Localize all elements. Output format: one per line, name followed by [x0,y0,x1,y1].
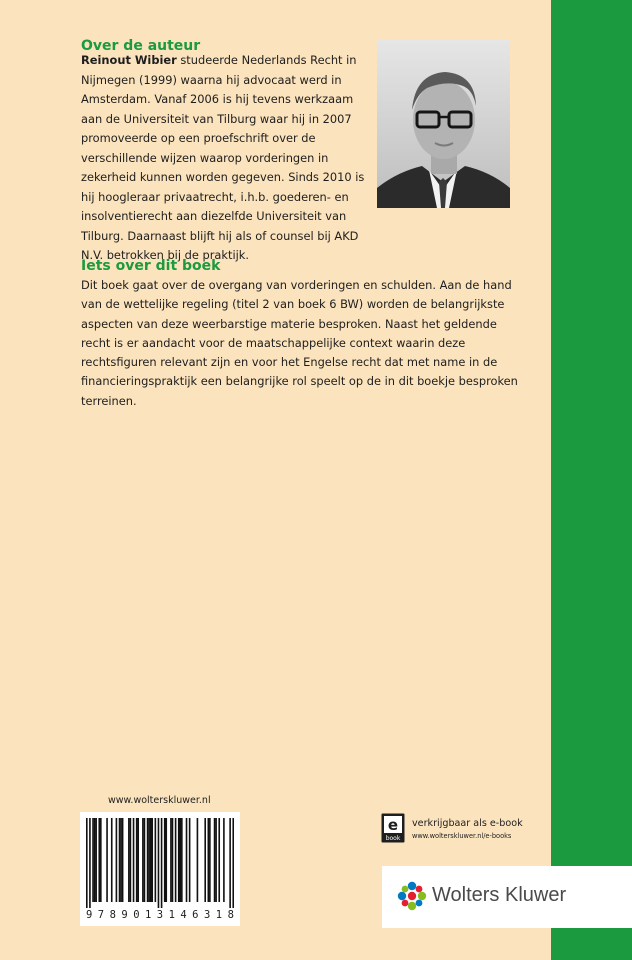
ebook-icon-sub: book [385,835,401,842]
isbn-digit: 3 [156,909,164,921]
barcode-bar [208,818,210,902]
isbn-digit: 9 [121,909,128,921]
barcode-bar [137,818,139,902]
barcode-bar [223,818,225,902]
author-bio [81,51,371,266]
barcode-bar [92,818,94,902]
barcode-bar [175,818,177,902]
barcode-bar [142,818,144,902]
barcode-bar [86,818,88,908]
isbn-digit: 8 [227,909,234,921]
barcode-bar [186,818,188,902]
author-bio-text: studeerde Nederlands Recht in Nijmegen (1999) waarna hij advocaat werd in Amsterdam. Vanaf 2006 is hij tevens werkzaam aan de Universiteit van Tilburg waar hij in 2007 promoveerde op een proefschrift over de verschillende wijzen waarop vorderingen in zekerheid kunnen worden gegeven. Sinds 2010 is hij hoogleraar privaatrecht, i.h.b. goederen- en insolventierecht aan diezelfde Universiteit van Tilburg. Daarnaast blijft hij als of counsel bij AKD N.V. betrokken bij de praktijk. [81,53,365,262]
barcode-bar [178,818,180,902]
barcode-bar [172,818,174,902]
barcode-bar [98,818,100,902]
isbn-digit: 8 [109,909,116,921]
barcode-bar [189,818,191,902]
author-heading: Over de auteur [81,38,201,54]
website-url: www.wolterskluwer.nl [108,795,211,806]
isbn-digit: 1 [144,909,152,921]
ebook-badge [381,813,551,845]
barcode-bar [148,818,150,902]
barcode-bar [111,818,113,902]
barcode-bar [94,818,96,902]
barcode-bar [106,818,108,902]
barcode-bar [158,818,160,908]
barcode-bar [161,818,163,908]
book-heading: Iets over dit boek [81,258,221,274]
author-photo [377,40,510,208]
barcode-bar [215,818,217,902]
barcode-bar [155,818,157,902]
barcode-bars [86,818,234,908]
barcode-bar [89,818,91,908]
publisher-name: Wolters Kluwer [432,884,567,906]
isbn-number [80,909,240,921]
wolters-kluwer-logo-icon [396,880,428,916]
ebook-url: www.wolterskluwer.nl/e-books [412,832,512,840]
isbn-digit: 1 [215,909,223,921]
barcode-bar [100,818,102,902]
barcode-bar [128,818,130,902]
isbn-digit: 6 [192,909,199,921]
barcode-bar [136,818,138,902]
barcode-bar [229,818,231,908]
ebook-label: verkrijgbaar als e-book [412,818,523,829]
barcode-bar [130,818,132,902]
barcode-bar [181,818,183,902]
barcode-bar [151,818,153,902]
barcode-bar [144,818,146,902]
barcode-bar [95,818,97,902]
barcode-bar [150,818,152,902]
barcode-bar [232,818,234,908]
publisher-logo-box [382,866,632,928]
barcode-bar [165,818,167,902]
green-side-strip [551,0,632,960]
isbn-digit: 0 [133,909,140,921]
barcode-bar [204,818,206,902]
barcode-bar [179,818,181,902]
ebook-icon [381,813,405,843]
barcode-bar [147,818,149,902]
barcode-bar [133,818,135,902]
barcode-bar [209,818,211,902]
author-name: Reinout Wibier [81,53,177,67]
barcode-bar [164,818,166,902]
barcode-bar [122,818,124,902]
isbn-digit: 9 [86,909,93,921]
barcode-bar [119,818,121,902]
ebook-icon-letter: e [387,816,399,834]
barcode-bar [214,818,216,902]
isbn-digit: 3 [203,909,211,921]
barcode-bar [120,818,122,902]
isbn-digit: 4 [180,909,187,921]
barcode-bar [218,818,220,902]
book-description: Dit boek gaat over de overgang van vorderingen en schulden. Aan de hand van de wettelijke regeling (titel 2 van boek 6 BW) worden de belangrijkste aspecten van deze weerbarstige materie besproken. Naast het geldende recht is er aandacht voor de maatschappelijke context waarin deze rechtsfiguren relevant zijn en voor het Engelse recht dat met name in de financieringspraktijk een belangrijke rol speelt op de in dit boekje besproken terreinen. [81,278,518,408]
isbn-digit: 1 [168,909,175,921]
isbn-barcode [80,812,240,926]
isbn-digit: 7 [97,909,105,921]
barcode-bar [197,818,199,902]
barcode-bar [116,818,118,902]
barcode-bar [170,818,172,902]
